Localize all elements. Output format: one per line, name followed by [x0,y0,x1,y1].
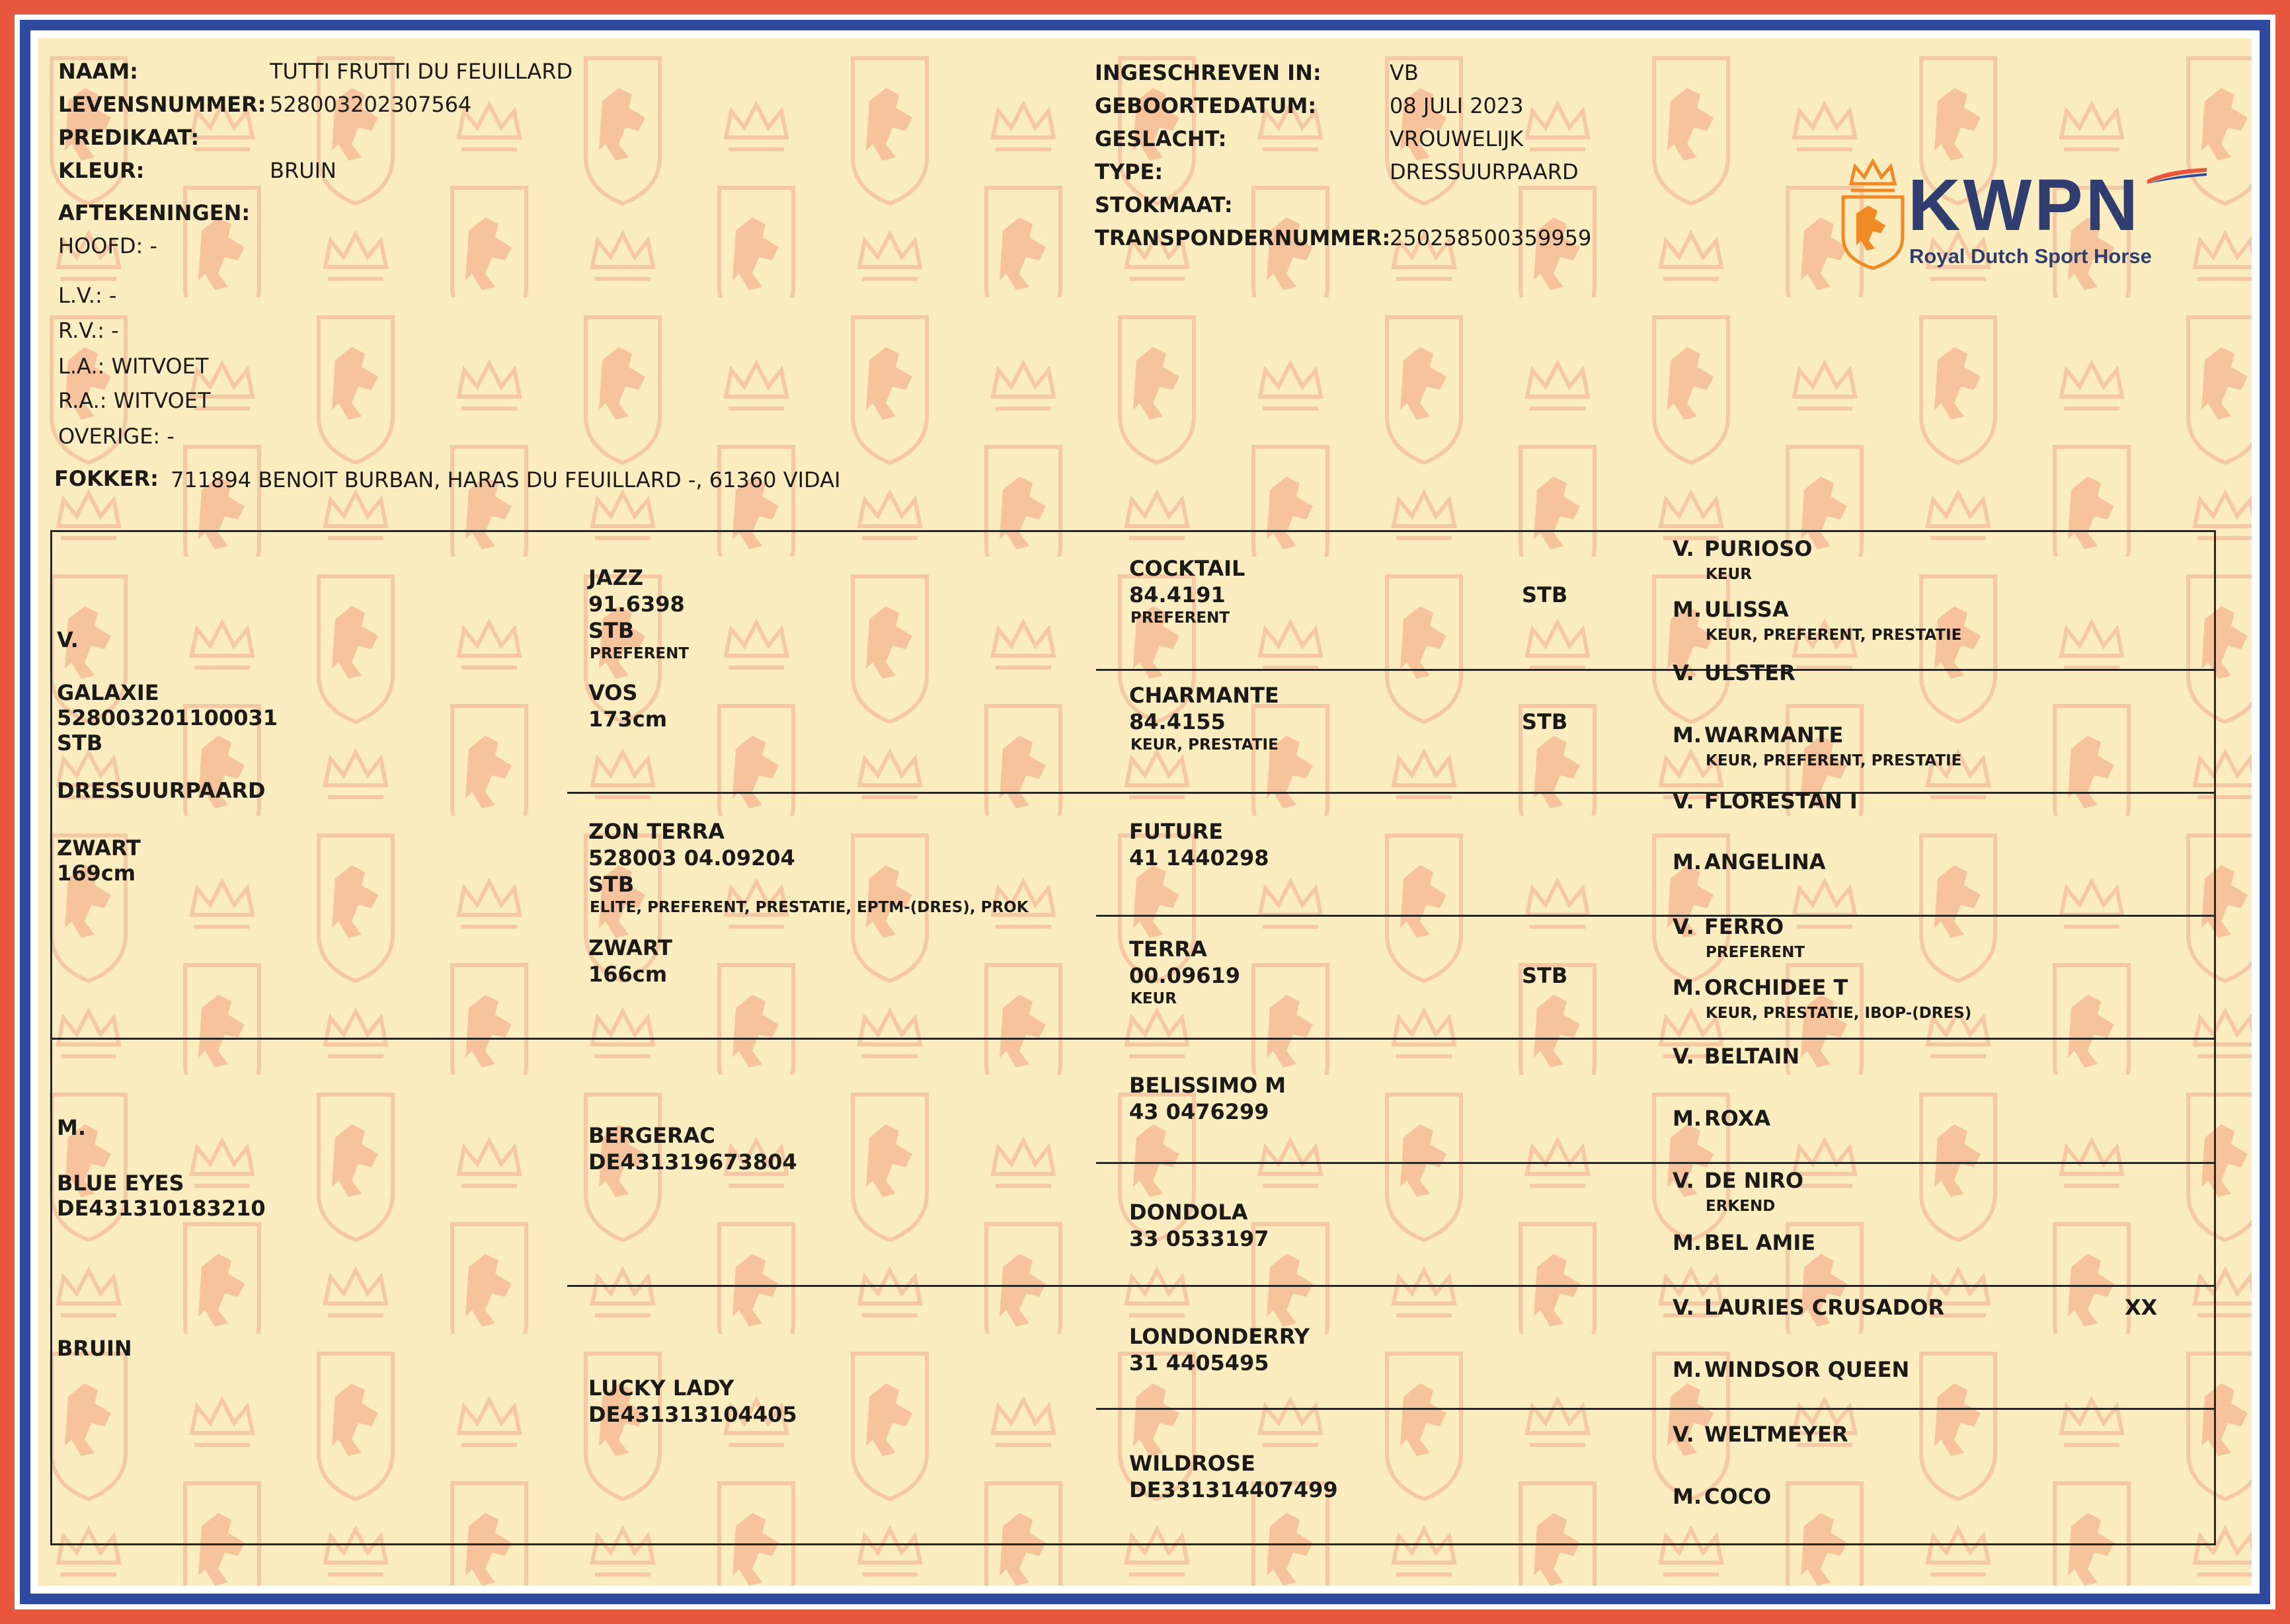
ra-marking: R.A.: WITVOET [58,388,211,413]
g4-3-name: ULSTER [1704,660,1796,685]
crown-shield-icon [1836,157,1909,270]
sd-name: ZON TERRA [588,819,725,844]
g4-10-name: ROXA [1704,1106,1771,1131]
divider-gen3-4 [1096,1408,2216,1410]
geboortedatum-value: 08 JULI 2023 [1390,93,1524,118]
flag-swoosh-icon [2147,168,2207,184]
g4-2-prefix: M. [1673,597,1702,622]
sdd-name: TERRA [1129,937,1207,962]
kleur-label-text: KLEUR: [58,158,145,183]
overige-marking: OVERIGE: - [58,424,175,449]
ddd-name: WILDROSE [1129,1451,1255,1476]
g4-13-prefix: V. [1673,1295,1694,1320]
sdd-number: 00.09619 [1129,963,1241,988]
g4-11-name: DE NIRO [1704,1168,1804,1193]
stokmaat-label-text: STOKMAAT: [1095,192,1233,217]
sss-predicates: PREFERENT [1130,609,1230,627]
ssd-studbook: STB [1522,709,1568,734]
levensnummer-label [58,91,266,118]
dd-number: DE431313104405 [588,1402,797,1427]
sire-color: ZWART [57,835,141,861]
hoofd-marking: HOOFD: - [58,233,157,258]
certificate-paper [38,38,2252,1586]
sire-height: 169cm [57,861,136,886]
ds-name: BERGERAC [588,1123,715,1148]
g4-4-prefix: M. [1673,722,1702,748]
dss-number: 43 0476299 [1129,1099,1269,1124]
ss-number: 91.6398 [588,592,685,617]
dds-number: 31 4405495 [1129,1350,1269,1375]
ss-height: 173cm [588,707,668,732]
dsd-name: DONDOLA [1129,1200,1248,1225]
g4-9-prefix: V. [1673,1044,1694,1069]
fokker-label-text: FOKKER: [54,466,159,491]
divider-gen2-sire [567,792,2216,794]
sd-number: 528003 04.09204 [588,845,795,870]
sd-color: ZWART [588,935,672,960]
g4-4-name: WARMANTE [1704,722,1844,748]
sire-studbook: STB [57,730,103,755]
sss-studbook: STB [1522,582,1568,607]
g4-14-name: WINDSOR QUEEN [1704,1357,1910,1382]
g4-15-prefix: V. [1673,1422,1694,1447]
naam-label: NAAM: [58,59,138,84]
g4-12-prefix: M. [1673,1230,1702,1255]
kwpn-logo [1836,157,2233,270]
sd-height: 166cm [588,962,668,987]
dam-number: DE431310183210 [57,1196,266,1221]
g4-4-predicates: KEUR, PREFERENT, PRESTATIE [1706,752,1962,769]
kleur-label [58,157,144,184]
fokker-label [54,465,159,492]
transponder-value: 250258500359959 [1390,225,1592,251]
naam-value: TUTTI FRUTTI DU FEUILLARD [270,59,573,84]
geslacht-label-text: GESLACHT: [1095,126,1227,151]
sdd-predicates: KEUR [1130,990,1177,1007]
g4-10-prefix: M. [1673,1106,1702,1131]
g4-2-name: ULISSA [1704,597,1789,622]
geboortedatum-label-text: GEBOORTEDATUM: [1095,93,1317,118]
dd-name: LUCKY LADY [588,1375,734,1401]
g4-8-prefix: M. [1673,975,1702,1000]
dds-name: LONDONDERRY [1129,1324,1310,1349]
g4-12-name: BEL AMIE [1704,1230,1816,1255]
g4-2-predicates: KEUR, PREFERENT, PRESTATIE [1706,627,1962,644]
kleur-value: BRUIN [270,158,336,183]
divider-gen2-dam [567,1285,2216,1287]
g4-1-predicates: KEUR [1706,566,1752,583]
rv-marking: R.V.: - [58,318,119,343]
geslacht-value: VROUWELIJK [1390,126,1524,151]
sd-studbook: STB [588,872,635,897]
type-label-text: TYPE: [1095,159,1164,184]
lv-marking: L.V.: - [58,283,117,308]
g4-13-studbook: XX [2125,1295,2158,1320]
sdd-studbook: STB [1522,963,1568,988]
transponder-label-text: TRANSPONDERNUMMER: [1095,225,1391,251]
ingeschreven-value: VB [1390,60,1419,85]
sss-number: 84.4191 [1129,582,1226,607]
sd-predicates: ELITE, PREFERENT, PRESTATIE, EPTM-(DRES), PROK [590,899,1029,916]
divider-gen3-2 [1096,915,2216,917]
sire-type: DRESSUURPAARD [57,778,266,803]
transponder-label [1095,225,1390,251]
ds-number: DE431319673804 [588,1149,797,1175]
g4-5-prefix: V. [1673,789,1694,814]
dam-prefix: M. [57,1115,86,1140]
la-marking: L.A.: WITVOET [58,354,209,379]
predikaat-label [58,124,199,151]
predikaat-label-text: PREDIKAAT: [58,125,200,150]
g4-8-predicates: KEUR, PRESTATIE, IBOP-(DRES) [1706,1005,1972,1022]
ingeschreven-label-text: INGESCHREVEN IN: [1095,60,1322,85]
ssd-predicates: KEUR, PRESTATIE [1130,736,1279,754]
stokmaat-label [1095,192,1233,218]
type-value: DRESSUURPAARD [1390,159,1579,184]
fokker-value: 711894 BENOIT BURBAN, HARAS DU FEUILLARD -, 61360 VIDAI [171,467,841,492]
ssd-number: 84.4155 [1129,709,1226,734]
aftekeningen-label [58,200,250,226]
g4-1-prefix: V. [1673,536,1694,561]
ss-studbook: STB [588,618,635,643]
g4-1-name: PURIOSO [1704,536,1813,561]
g4-16-prefix: M. [1673,1484,1702,1509]
g4-6-name: ANGELINA [1704,849,1826,874]
sds-name: FUTURE [1129,819,1224,844]
divider-sire-dam [50,1038,2216,1040]
levensnummer-label-text: LEVENSNUMMER: [58,92,266,117]
g4-7-prefix: V. [1673,914,1694,939]
g4-15-name: WELTMEYER [1704,1422,1848,1447]
g4-9-name: BELTAIN [1704,1044,1800,1069]
g4-11-prefix: V. [1673,1168,1694,1193]
geboortedatum-label [1095,93,1316,119]
g4-6-prefix: M. [1673,849,1702,874]
g4-3-prefix: V. [1673,660,1694,685]
ss-name: JAZZ [588,565,644,590]
g4-16-name: COCO [1704,1484,1772,1509]
g4-14-prefix: M. [1673,1357,1702,1382]
ss-predicates: PREFERENT [590,645,690,662]
dss-name: BELISSIMO M [1129,1073,1286,1098]
geslacht-label [1095,126,1226,152]
sds-number: 41 1440298 [1129,845,1269,870]
kwpn-logo-text: KWPN [1908,165,2141,246]
levensnummer-value: 528003202307564 [270,92,472,117]
divider-gen3-1 [1096,669,2216,671]
g4-13-name: LAURIES CRUSADOR [1704,1295,1945,1320]
sss-name: COCKTAIL [1129,556,1245,581]
type-label [1095,159,1163,185]
dam-color: BRUIN [57,1336,132,1361]
ssd-name: CHARMANTE [1129,683,1279,708]
naam-row [58,58,138,85]
dsd-number: 33 0533197 [1129,1226,1269,1251]
sire-prefix: V. [57,627,79,652]
dam-name: BLUE EYES [57,1171,184,1196]
kwpn-tagline: Royal Dutch Sport Horse [1909,245,2152,268]
ss-color: VOS [588,680,638,705]
g4-11-predicates: ERKEND [1706,1198,1776,1215]
divider-gen3-3 [1096,1162,2216,1164]
sire-name: GALAXIE [57,680,159,705]
ddd-number: DE331314407499 [1129,1477,1338,1502]
g4-7-name: FERRO [1704,914,1784,939]
g4-7-predicates: PREFERENT [1706,944,1805,961]
sire-number: 528003201100031 [57,705,278,730]
aftekeningen-label-text: AFTEKENINGEN: [58,200,251,225]
ingeschreven-label [1095,59,1322,86]
g4-8-name: ORCHIDEE T [1704,975,1848,1000]
g4-5-name: FLORESTAN I [1704,789,1858,814]
